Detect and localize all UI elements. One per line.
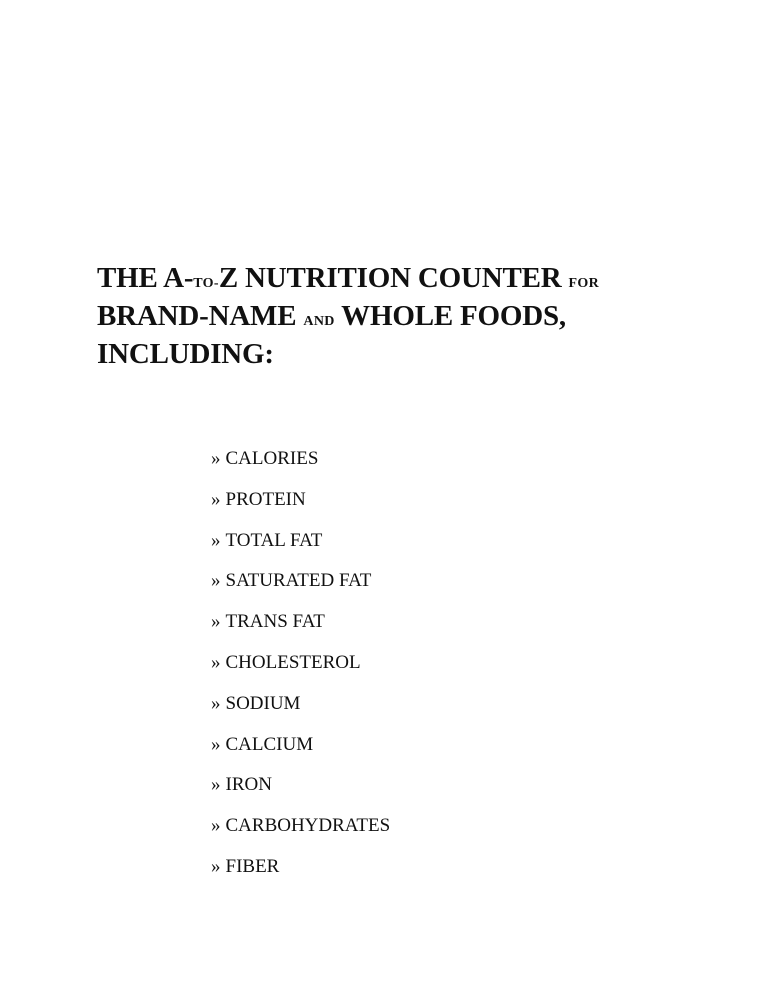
title-text: Z NUTRITION COUNTER [218,262,569,294]
list-item [211,692,390,715]
list-item [211,773,390,796]
list-marker: » [211,611,221,633]
title-text: BRAND-NAME [97,300,304,332]
list-item-label: CHOLESTEROL [225,651,361,673]
list-item [211,855,390,878]
list-item [211,814,390,837]
list-marker: » [211,815,221,837]
title-small-caps: AND [303,314,335,329]
title-text: WHOLE FOODS, [334,300,566,332]
list-marker: » [211,855,221,877]
list-item [211,569,390,592]
list-item-label: CALCIUM [225,733,314,755]
list-item-label: CARBOHYDRATES [225,815,391,837]
list-item [211,447,390,470]
title-small-caps: TO- [193,276,219,291]
list-marker: » [211,651,221,673]
list-marker: » [211,774,221,796]
list-marker: » [211,692,221,714]
list-item-label: FIBER [225,855,280,877]
list-item-label: TRANS FAT [225,611,325,633]
title-line-1 [97,262,599,300]
list-item [211,610,390,633]
list-marker: » [211,488,221,510]
title-line-3 [97,338,599,371]
list-item-label: SODIUM [225,692,301,714]
title-text: THE A- [97,262,194,294]
page-title [97,262,599,371]
list-item [211,529,390,552]
list-item-label: TOTAL FAT [225,529,323,551]
list-item [211,651,390,674]
list-item-label: IRON [225,774,272,796]
list-item-label: SATURATED FAT [225,570,372,592]
list-marker: » [211,448,221,469]
list-item-label: PROTEIN [225,488,306,510]
title-line-2 [97,300,599,338]
list-marker: » [211,570,221,592]
title-small-caps: FOR [568,276,599,291]
list-item [211,733,390,756]
list-item [211,488,390,511]
title-text: INCLUDING: [97,338,274,370]
list-marker: » [211,529,221,551]
nutrient-list [211,447,390,896]
list-marker: » [211,733,221,755]
list-item-label: CALORIES [225,448,319,469]
